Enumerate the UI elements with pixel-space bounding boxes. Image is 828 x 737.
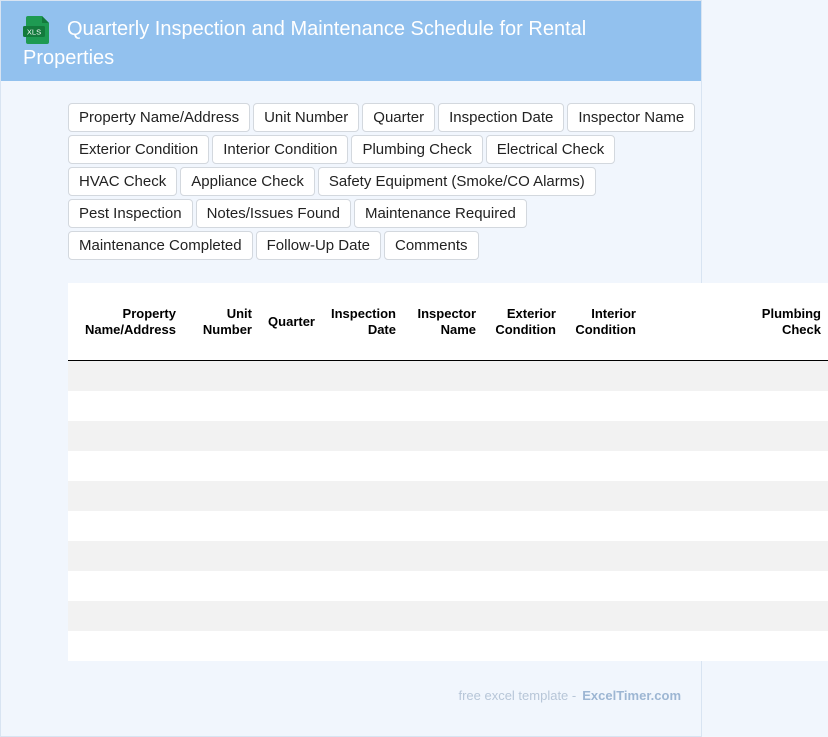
- table-header-row: [68, 283, 828, 361]
- field-chip: Inspection Date: [438, 103, 564, 132]
- table-cell[interactable]: [259, 421, 322, 451]
- table-cell[interactable]: [563, 541, 643, 571]
- table-cell[interactable]: [183, 391, 259, 421]
- table-cell[interactable]: [483, 391, 563, 421]
- table-cell[interactable]: [68, 361, 183, 392]
- table-cell[interactable]: [643, 631, 828, 661]
- table-row: [68, 481, 828, 511]
- table-cell[interactable]: [483, 451, 563, 481]
- column-header: [259, 283, 322, 361]
- column-header: [483, 283, 563, 361]
- table-cell[interactable]: [68, 421, 183, 451]
- column-header: [183, 283, 259, 361]
- table-cell[interactable]: [563, 481, 643, 511]
- schedule-table: [68, 283, 821, 661]
- table-cell[interactable]: [403, 481, 483, 511]
- table-row: [68, 421, 828, 451]
- table-cell[interactable]: [259, 451, 322, 481]
- table-cell[interactable]: [183, 421, 259, 451]
- field-chip: Safety Equipment (Smoke/CO Alarms): [318, 167, 596, 196]
- field-chip: Appliance Check: [180, 167, 315, 196]
- table-cell[interactable]: [259, 541, 322, 571]
- table-cell[interactable]: [563, 601, 643, 631]
- field-chip: Electrical Check: [486, 135, 616, 164]
- column-header-label: Property: [122, 305, 176, 321]
- table-row: [68, 391, 828, 421]
- table-cell[interactable]: [403, 541, 483, 571]
- table-cell[interactable]: [68, 541, 183, 571]
- table-cell[interactable]: [68, 571, 183, 601]
- table-cell[interactable]: [322, 541, 403, 571]
- table-cell[interactable]: [563, 391, 643, 421]
- table-cell[interactable]: [483, 511, 563, 541]
- table-cell[interactable]: [68, 391, 183, 421]
- table-row: [68, 571, 828, 601]
- table-cell[interactable]: [643, 361, 828, 392]
- table-cell[interactable]: [259, 511, 322, 541]
- column-header-label: Plumbing: [761, 305, 821, 321]
- table-cell[interactable]: [322, 481, 403, 511]
- table-cell[interactable]: [563, 451, 643, 481]
- table-cell[interactable]: [643, 481, 828, 511]
- column-header: [322, 283, 403, 361]
- table-cell[interactable]: [483, 421, 563, 451]
- column-header-label: Exterior: [506, 305, 556, 321]
- table-cell[interactable]: [403, 571, 483, 601]
- table-cell[interactable]: [403, 451, 483, 481]
- table-cell[interactable]: [183, 451, 259, 481]
- footer: [458, 688, 681, 703]
- table-cell[interactable]: [403, 391, 483, 421]
- field-chip: Exterior Condition: [68, 135, 209, 164]
- table-cell[interactable]: [259, 391, 322, 421]
- column-header-label: Date: [367, 321, 396, 337]
- table-cell[interactable]: [322, 391, 403, 421]
- table-cell[interactable]: [483, 601, 563, 631]
- table-cell[interactable]: [643, 571, 828, 601]
- table-cell[interactable]: [322, 601, 403, 631]
- table-cell[interactable]: [183, 361, 259, 392]
- table-cell[interactable]: [259, 571, 322, 601]
- table-row: [68, 451, 828, 481]
- field-chip: Interior Condition: [212, 135, 348, 164]
- footer-text: free excel template -: [458, 688, 577, 703]
- column-header: [403, 283, 483, 361]
- table-cell[interactable]: [322, 571, 403, 601]
- column-header-label: Inspection: [330, 305, 396, 321]
- field-chip: Maintenance Completed: [68, 231, 253, 260]
- table-cell[interactable]: [403, 421, 483, 451]
- field-chip: Inspector Name: [567, 103, 695, 132]
- table-cell[interactable]: [483, 571, 563, 601]
- table-cell[interactable]: [183, 571, 259, 601]
- footer-brand-link[interactable]: ExcelTimer.com: [582, 688, 681, 703]
- table-cell[interactable]: [259, 361, 322, 392]
- column-header: [563, 283, 643, 361]
- excel-icon-label: XLS: [26, 27, 42, 37]
- table-cell[interactable]: [322, 451, 403, 481]
- table-cell[interactable]: [643, 511, 828, 541]
- header-banner: [1, 1, 701, 81]
- column-header-label: Name/Address: [84, 321, 176, 337]
- field-chip: Maintenance Required: [354, 199, 527, 228]
- table-cell[interactable]: [483, 631, 563, 661]
- table-cell[interactable]: [563, 631, 643, 661]
- field-chip: Unit Number: [253, 103, 359, 132]
- table-cell[interactable]: [563, 571, 643, 601]
- table-cell[interactable]: [643, 601, 828, 631]
- table-cell[interactable]: [483, 481, 563, 511]
- table-cell[interactable]: [183, 541, 259, 571]
- table-cell[interactable]: [259, 481, 322, 511]
- table-cell[interactable]: [183, 511, 259, 541]
- table-cell[interactable]: [563, 511, 643, 541]
- table-cell[interactable]: [643, 421, 828, 451]
- table-cell[interactable]: [403, 361, 483, 392]
- table-cell[interactable]: [183, 631, 259, 661]
- table-cell[interactable]: [403, 511, 483, 541]
- column-header-label: Unit: [226, 305, 252, 321]
- table-cell[interactable]: [322, 511, 403, 541]
- field-chip: Property Name/Address: [68, 103, 250, 132]
- column-header: [643, 283, 828, 361]
- field-chip: Quarter: [362, 103, 435, 132]
- table-cell[interactable]: [483, 361, 563, 392]
- field-list: [68, 103, 698, 260]
- table-cell[interactable]: [259, 631, 322, 661]
- table-cell[interactable]: [68, 601, 183, 631]
- column-header-label: Condition: [495, 321, 556, 337]
- column-header-label: Name: [440, 321, 476, 337]
- column-header-label: Interior: [591, 305, 636, 321]
- table-cell[interactable]: [403, 601, 483, 631]
- table-cell[interactable]: [68, 481, 183, 511]
- column-header-label: Number: [202, 321, 252, 337]
- table-cell[interactable]: [403, 631, 483, 661]
- column-header-label: Quarter: [268, 313, 315, 329]
- table-cell[interactable]: [259, 601, 322, 631]
- table-row: [68, 541, 828, 571]
- table-cell[interactable]: [563, 421, 643, 451]
- table-cell[interactable]: [643, 391, 828, 421]
- table-body: [68, 361, 828, 662]
- table-cell[interactable]: [643, 451, 828, 481]
- field-chip: Notes/Issues Found: [196, 199, 351, 228]
- table-cell[interactable]: [183, 601, 259, 631]
- column-header-label: Condition: [575, 321, 636, 337]
- table-row: [68, 601, 828, 631]
- field-chip: Comments: [384, 231, 479, 260]
- field-chip: Follow-Up Date: [256, 231, 381, 260]
- table-cell[interactable]: [322, 631, 403, 661]
- field-chip: HVAC Check: [68, 167, 177, 196]
- table-cell[interactable]: [68, 511, 183, 541]
- column-header-label: Check: [781, 321, 821, 337]
- table-cell[interactable]: [483, 541, 563, 571]
- field-chip: Pest Inspection: [68, 199, 193, 228]
- field-chip: Plumbing Check: [351, 135, 482, 164]
- table-row: [68, 361, 828, 392]
- table-row: [68, 631, 828, 661]
- table-cell[interactable]: [322, 421, 403, 451]
- page-title: Quarterly Inspection and Maintenance Schedule for Rental Properties: [23, 18, 587, 69]
- table-cell[interactable]: [643, 541, 828, 571]
- column-header-label: Inspector: [417, 305, 476, 321]
- table-cell[interactable]: [322, 361, 403, 392]
- table-row: [68, 511, 828, 541]
- table-cell[interactable]: [68, 631, 183, 661]
- table-cell[interactable]: [563, 361, 643, 392]
- table-cell[interactable]: [68, 451, 183, 481]
- table-cell[interactable]: [183, 481, 259, 511]
- column-header: [68, 283, 183, 361]
